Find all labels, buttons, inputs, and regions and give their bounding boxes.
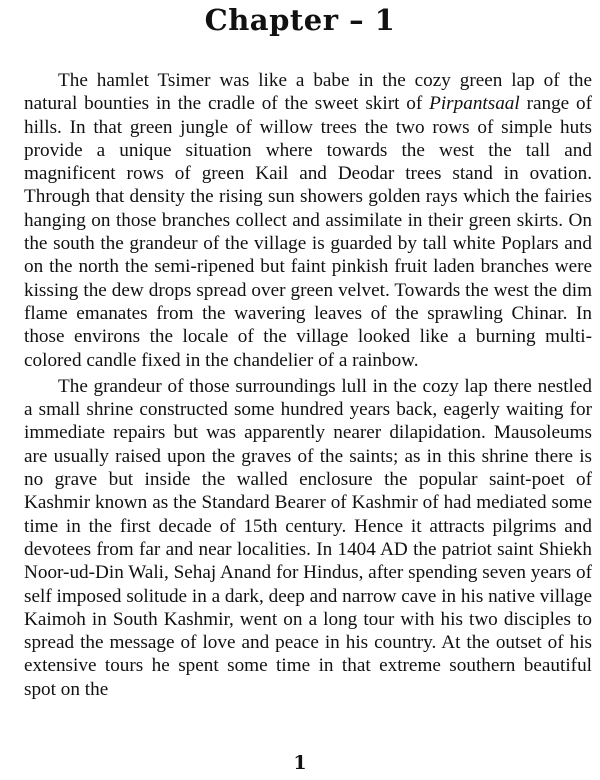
chapter-body bbox=[24, 69, 592, 701]
paragraph-1 bbox=[24, 69, 592, 372]
paragraph-1-text-end: range of hills. In that green jungle of willow trees the two rows of simple huts provide a unique situation where towards the west the tall and magnificent rows of green Kail and Deodar trees stand in ovation. Through that density the rising sun showers golden rays which the fairies hanging on those branches collect and assimilate in their green skirts. On the south the grandeur of the village is guarded by tall white Poplars and on the north the semi-ripened but faint pinkish fruit laden branches were kissing the dew drops spread over green velvet. Towards the west the dim flame emanates from the wavering leaves of the sprawling Chinar. In those environs the locale of the village looked like a burning multi-colored candle fixed in the chandelier of a rainbow. bbox=[24, 93, 593, 371]
paragraph-1-text-start: The hamlet Tsimer was like a babe in the cozy green lap of the natural bounties in the cradle of the sweet skirt of bbox=[24, 70, 592, 115]
place-name-italic: Pirpantsaal bbox=[429, 93, 520, 115]
chapter-heading: Chapter – 1 bbox=[204, 3, 396, 37]
paragraph-2: The grandeur of those surroundings lull in the cozy lap there nestled a small shrine constructed some hundred years back, eagerly waiting for immediate repairs but was apparently nearer dilapidation. Mausoleums are usually raised upon the graves of the saints; as in this shrine there is no grave but inside the walled enclosure the popular saint-poet of Kashmir known as the Standard Bearer of Kashmir of had mediated some time in the first decade of 15th century. Hence it attracts pilgrims and devotees from far and near localities. In 1404 AD the patriot saint Shiekh Noor-ud-Din Wali, Sehaj Anand for Hindus, after spending seven years of self imposed solitude in a dark, deep and narrow cave in his native village Kaimoh in South Kashmir, went on a long tour with his two disciples to spread the message of love and peace in his country. At the outset of his extensive tours he spent some time in that extreme southern beautiful spot on the bbox=[24, 375, 592, 700]
page-number: 1 bbox=[293, 752, 307, 774]
